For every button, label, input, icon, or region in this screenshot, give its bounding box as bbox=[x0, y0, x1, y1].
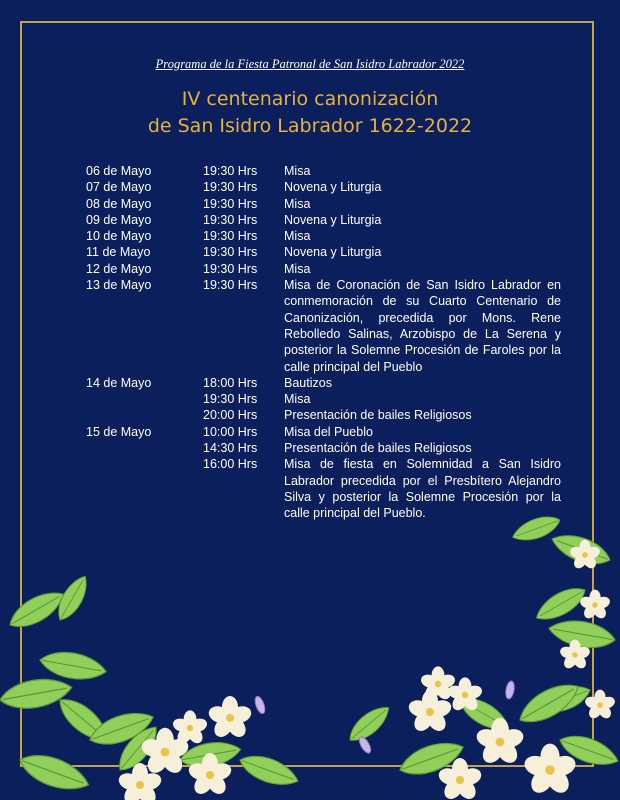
row-time: 19:30 Hrs bbox=[203, 180, 258, 195]
row-time: 19:30 Hrs bbox=[203, 245, 258, 260]
row-time: 19:30 Hrs bbox=[203, 392, 258, 407]
program-title: Programa de la Fiesta Patronal de San Isidro Labrador 2022 bbox=[155, 57, 465, 71]
schedule-row bbox=[86, 228, 561, 244]
row-event: Bautizos bbox=[284, 375, 332, 390]
row-time: 20:00 Hrs bbox=[203, 408, 258, 423]
row-event: Misa de fiesta en Solemnidad a San Isidro Labrador precedida por el Presbítero Alejandro Silva y posterior la Solemne Procesión por la calle principal del Pueblo. bbox=[284, 457, 561, 521]
row-event: Novena y Liturgia bbox=[284, 180, 382, 195]
schedule-row bbox=[86, 375, 561, 391]
row-date: 14 de Mayo bbox=[86, 375, 152, 390]
row-date bbox=[86, 456, 203, 521]
row-event: Misa bbox=[284, 229, 311, 244]
row-time: 19:30 Hrs bbox=[203, 212, 258, 227]
row-event: Novena y Liturgia bbox=[284, 212, 382, 227]
schedule-row bbox=[86, 244, 561, 260]
row-date: 13 de Mayo bbox=[86, 278, 152, 293]
row-date: 08 de Mayo bbox=[86, 196, 152, 211]
schedule-row bbox=[86, 196, 561, 212]
row-date: 11 de Mayo bbox=[86, 245, 151, 260]
row-time: 19:30 Hrs bbox=[203, 164, 258, 178]
row-date: 15 de Mayo bbox=[86, 424, 152, 439]
schedule-row bbox=[86, 440, 561, 456]
row-date bbox=[86, 407, 203, 423]
schedule-row bbox=[86, 456, 561, 521]
row-time: 16:00 Hrs bbox=[203, 457, 258, 472]
row-date: 06 de Mayo bbox=[86, 164, 152, 178]
schedule-row bbox=[86, 424, 561, 440]
row-time: 14:30 Hrs bbox=[203, 441, 258, 456]
row-event: Presentación de bailes Religiosos bbox=[284, 408, 472, 423]
row-date bbox=[86, 391, 203, 407]
row-date: 07 de Mayo bbox=[86, 180, 152, 195]
schedule-row bbox=[86, 212, 561, 228]
row-date bbox=[86, 440, 203, 456]
row-time: 10:00 Hrs bbox=[203, 424, 258, 439]
row-event: Presentación de bailes Religiosos bbox=[284, 441, 472, 456]
schedule-row bbox=[86, 407, 561, 423]
schedule-row bbox=[86, 179, 561, 195]
row-time: 18:00 Hrs bbox=[203, 375, 258, 390]
row-event: Novena y Liturgia bbox=[284, 245, 382, 260]
row-time: 19:30 Hrs bbox=[203, 229, 258, 244]
row-date: 09 de Mayo bbox=[86, 212, 152, 227]
row-time: 19:30 Hrs bbox=[203, 261, 258, 276]
row-event: Misa bbox=[284, 196, 311, 211]
schedule-row bbox=[86, 163, 561, 179]
row-event: Misa bbox=[284, 261, 311, 276]
row-event: Misa bbox=[284, 164, 311, 178]
schedule-row bbox=[86, 261, 561, 277]
schedule-table bbox=[86, 163, 561, 522]
title-line-2: de San Isidro Labrador 1622-2022 bbox=[147, 115, 473, 137]
row-time: 19:30 Hrs bbox=[203, 278, 258, 293]
schedule-row bbox=[86, 277, 561, 375]
row-event: Misa bbox=[284, 392, 311, 407]
row-event: Misa del Pueblo bbox=[284, 424, 373, 439]
title-line-1: IV centenario canonización bbox=[181, 88, 439, 110]
row-time: 19:30 Hrs bbox=[203, 196, 258, 211]
row-date: 10 de Mayo bbox=[86, 229, 152, 244]
schedule-row bbox=[86, 391, 561, 407]
row-date: 12 de Mayo bbox=[86, 261, 152, 276]
row-event: Misa de Coronación de San Isidro Labrador en conmemoración de su Cuarto Centenario de Canonización, precedida por Mons. Rene Rebolledo Salinas, Arzobispo de La Serena y posterior la Solemne Procesión de Faroles por la calle principal del Pueblo bbox=[284, 278, 561, 374]
